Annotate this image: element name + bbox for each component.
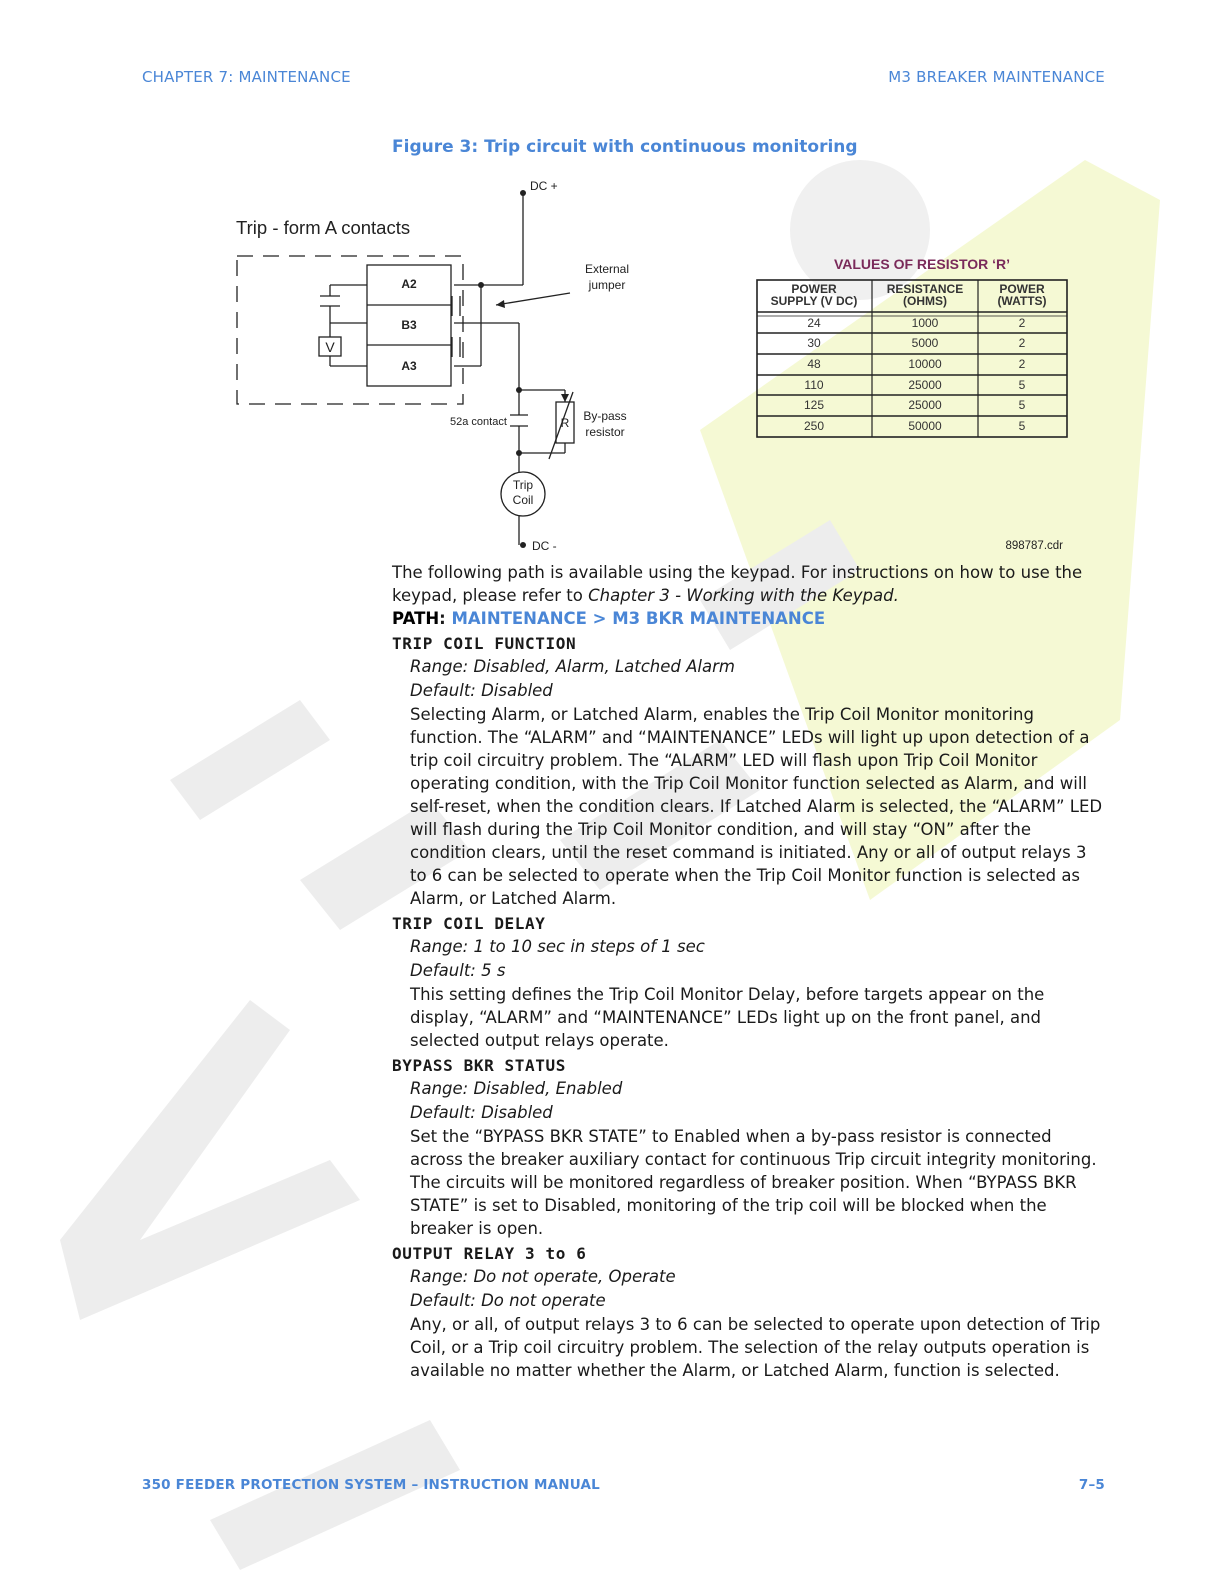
bypass-label-1: By-pass [583,409,627,423]
setting-default: Default: Disabled [410,1103,553,1122]
setting-default: Default: Disabled [410,681,553,700]
table-cell: 5 [1018,398,1026,412]
running-header-section: M3 BREAKER MAINTENANCE [888,68,1105,86]
dc-plus-label: DC + [530,179,558,193]
table-header-cell: (WATTS) [997,294,1047,308]
path-label: PATH [392,609,440,628]
setting-name: TRIP COIL FUNCTION [392,634,577,653]
table-cell: 2 [1018,357,1026,371]
table-header-cell: (OHMS) [903,294,947,308]
external-jumper-label-1: External [584,262,630,276]
terminal-b3: B3 [401,318,417,332]
table-cell: 48 [807,357,821,371]
table-cell: 30 [807,336,821,350]
table-cell: 5 [1018,419,1026,433]
table-cell: 5000 [911,336,939,350]
setting-range: Range: Do not operate, Operate [410,1267,676,1286]
footer-manual-title: 350 FEEDER PROTECTION SYSTEM – INSTRUCTION MANUAL [142,1477,600,1493]
bypass-label-2: resistor [585,425,625,439]
setting-name: OUTPUT RELAY 3 to 6 [392,1244,587,1263]
table-header-cell: POWER [999,282,1045,296]
intro-text: The following path is available using the keypad. For instructions on how to use the keypad, please refer to [392,563,1083,605]
setting-range: Range: Disabled, Enabled [410,1079,623,1098]
external-jumper-label-2: jumper [588,278,626,292]
terminal-a2: A2 [401,277,417,291]
resistor-table-title: VALUES OF RESISTOR ‘R’ [833,256,1011,272]
voltmeter-label: V [325,339,335,355]
contact-52a-label: 52a contact [450,416,507,428]
table-cell: 5 [1018,378,1026,392]
terminal-a3: A3 [401,359,417,373]
chapter-reference: Chapter 3 - Working with the Keypad. [588,586,899,605]
setting-default: Default: 5 s [410,961,506,980]
setting-bypass-bkr-status [392,1054,1104,1240]
resistor-label: R [560,416,570,430]
file-reference: 898787.cdr [1005,540,1063,552]
table-cell: 1000 [911,316,939,330]
setting-description: Selecting Alarm, or Latched Alarm, enables the Trip Coil Monitor monitoring function. The “ALARM” and “MAINTENANCE” LEDs will light up upon detection of a trip coil circuitry problem. The “ALARM” LED will flash upon Trip Coil Monitor operating condition, with the Trip Coil Monitor function selected as Alarm, and will self-reset, when the condition clears. If Latched Alarm is selected, the “ALARM” LED will flash during the Trip Coil Monitor condition, and will stay “ON” after the condition clears, until the reset command is initiated. Any or all of output relays 3 to 6 can be selected to operate when the Trip Coil Monitor function is selected as Alarm, or Latched Alarm. [410,705,1103,908]
setting-trip-coil-delay [392,912,1104,1052]
running-header-chapter: CHAPTER 7: MAINTENANCE [142,68,351,86]
setting-trip-coil-function [392,632,1104,910]
setting-description: This setting defines the Trip Coil Monitor Delay, before targets appear on the display, “ALARM” and “MAINTENANCE” LEDs light up on the front panel, and selected output relays operate. [410,985,1045,1050]
setting-description: Set the “BYPASS BKR STATE” to Enabled when a by-pass resistor is connected across the breaker auxiliary contact for continuous Trip circuit integrity monitoring. The circuits will be monitored regardless of breaker position. When “BYPASS BKR STATE” is set to Disabled, monitoring of the trip coil will be blocked when the breaker is open. [410,1127,1097,1238]
table-cell: 250 [803,419,825,433]
setting-output-relay [392,1242,1104,1382]
footer-page-number: 7–5 [1078,1477,1105,1493]
table-cell: 24 [807,316,821,330]
table-cell: 110 [804,378,824,392]
table-cell: 25000 [908,398,942,412]
table-header-cell: RESISTANCE [886,282,964,296]
setting-name: BYPASS BKR STATUS [392,1056,566,1075]
contacts-label: Trip - form A contacts [236,217,411,238]
setting-description: Any, or all, of output relays 3 to 6 can be selected to operate upon detection of Trip Coil, or a Trip coil circuitry problem. The selection of the relay outputs operation is available no matter whether the Alarm, or Latched Alarm, function is selected. [410,1315,1101,1380]
trip-circuit-diagram [220,170,1090,560]
setting-range: Range: Disabled, Alarm, Latched Alarm [410,657,735,676]
path-value: MAINTENANCE > M3 BKR MAINTENANCE [451,609,826,628]
table-cell: 25000 [908,378,942,392]
table-cell: 10000 [908,357,942,371]
intro-paragraph [392,561,1104,607]
table-cell: 2 [1018,316,1026,330]
trip-coil-label-1: Trip [512,478,534,492]
table-header-cell: SUPPLY (V DC) [770,294,858,308]
setting-range: Range: 1 to 10 sec in steps of 1 sec [410,937,705,956]
trip-coil-label-2: Coil [512,493,534,507]
table-cell: 125 [803,398,825,412]
table-header-cell: POWER [791,282,837,296]
path-line: PATH: MAINTENANCE > M3 BKR MAINTENANCE [392,609,826,628]
table-cell: 50000 [908,419,942,433]
table-cell: 2 [1018,336,1026,350]
figure-title: Figure 3: Trip circuit with continuous monitoring [392,137,858,157]
setting-default: Default: Do not operate [410,1291,606,1310]
dc-minus-label: DC - [532,539,557,553]
setting-name: TRIP COIL DELAY [392,914,546,933]
main-content [392,561,1104,1382]
